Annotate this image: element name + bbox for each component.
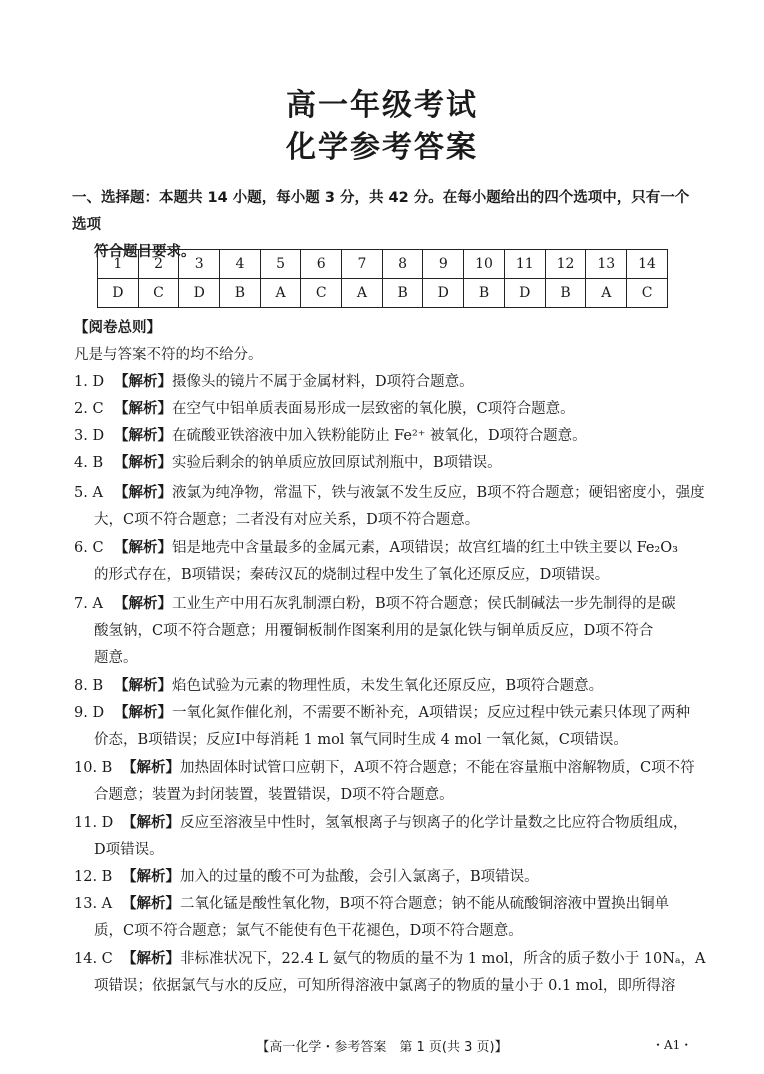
table-cell: A [342, 279, 383, 308]
grading-rule: 凡是与答案不符的均不给分。 [74, 347, 263, 363]
table-cell: D [179, 279, 220, 308]
table-cell: 12 [545, 250, 586, 279]
table-cell: 3 [179, 250, 220, 279]
analysis-tag: 【解析】 [122, 951, 180, 967]
explanation-item [74, 396, 699, 423]
question-number: 2. C [74, 401, 104, 417]
table-cell: D [423, 279, 464, 308]
table-cell: 9 [423, 250, 464, 279]
question-number: 12. B [74, 869, 113, 885]
table-cell: 7 [342, 250, 383, 279]
question-number: 5. A [74, 485, 103, 501]
answer-table-answer-row [98, 279, 668, 308]
explanation-text-continued: 大，C项不符合题意；二者没有对应关系，D项不符合题意。 [94, 512, 480, 528]
table-cell: 4 [220, 250, 261, 279]
explanation-text-continued: 项错误；依据氯气与水的反应，可知所得溶液中氯离子的物质的量小于 0.1 mol，即所得溶 [94, 978, 676, 994]
table-cell: D [504, 279, 545, 308]
explanation-item [74, 591, 699, 618]
explanation-text-continued: 的形式存在，B项错误；秦砖汉瓦的烧制过程中发生了氧化还原反应，D项错误。 [94, 567, 610, 583]
explanation-text-continued: 合题意；装置为封闭装置，装置错误，D项不符合题意。 [94, 787, 454, 803]
table-cell: C [301, 279, 342, 308]
analysis-tag: 【解析】 [114, 705, 172, 721]
page-footer: 【高一化学・参考答案 第 1 页(共 3 页)】 [256, 1040, 508, 1055]
explanation-item [74, 369, 699, 396]
table-cell: B [382, 279, 423, 308]
analysis-tag: 【解析】 [114, 428, 172, 444]
explanation-text-continued: 酸氢钠，C项不符合题意；用覆铜板制作图案利用的是氯化铁与铜单质反应，D项不符合 [94, 623, 654, 639]
analysis-tag: 【解析】 [114, 678, 172, 694]
explanation-text: 工业生产中用石灰乳制漂白粉，B项不符合题意；侯氏制碱法一步先制得的是碳 [172, 596, 676, 612]
explanation-text: 二氧化锰是酸性氧化物，B项不符合题意；钠不能从硫酸铜溶液中置换出铜单 [180, 896, 670, 912]
section-heading-line-2: 符合题目要求。 [94, 244, 196, 260]
explanation-item [74, 450, 699, 477]
table-cell: 13 [586, 250, 627, 279]
explanation-text: 液氯为纯净物，常温下，铁与液氯不发生反应，B项不符合题意；硬铝密度小，强度 [172, 485, 705, 501]
question-number: 8. B [74, 678, 104, 694]
explanation-text: 铝是地壳中含量最多的金属元素，A项错误；故宫红墙的红土中铁主要以 Fe₂O₃ [172, 540, 678, 556]
title-line-2: 化学参考答案 [286, 130, 478, 165]
explanation-text-continued: 价态，B项错误；反应Ⅰ中每消耗 1 mol 氧气同时生成 4 mol 一氧化氮，C项错误。 [94, 732, 628, 748]
analysis-tag: 【解析】 [114, 540, 172, 556]
explanation-item [74, 810, 699, 837]
table-cell: C [138, 279, 179, 308]
explanation-text-continued: D项错误。 [94, 842, 164, 858]
table-cell: 5 [260, 250, 301, 279]
table-cell: 1 [98, 250, 139, 279]
answer-table-number-row [98, 250, 668, 279]
explanation-text: 加热固体时试管口应朝下，A项不符合题意；不能在容量瓶中溶解物质，C项不符 [180, 760, 695, 776]
explanation-item [74, 891, 699, 918]
table-cell: 8 [382, 250, 423, 279]
table-cell: A [260, 279, 301, 308]
question-number: 6. C [74, 540, 104, 556]
explanation-text: 反应至溶液呈中性时，氢氧根离子与钡离子的化学计量数之比应符合物质组成， [180, 815, 688, 831]
table-cell: A [586, 279, 627, 308]
question-number: 1. D [74, 374, 105, 390]
analysis-tag: 【解析】 [114, 374, 172, 390]
analysis-tag: 【解析】 [122, 815, 180, 831]
question-number: 10. B [74, 760, 113, 776]
explanation-text: 加入的过量的酸不可为盐酸，会引入氯离子，B项错误。 [180, 869, 539, 885]
page-code: ・A1・ [652, 1038, 693, 1052]
question-number: 11. D [74, 815, 114, 831]
analysis-tag: 【解析】 [122, 869, 180, 885]
table-cell: D [98, 279, 139, 308]
analysis-tag: 【解析】 [114, 401, 172, 417]
question-number: 9. D [74, 705, 105, 721]
analysis-tag: 【解析】 [122, 760, 180, 776]
explanation-item [74, 700, 699, 727]
section-heading-line-1: 一、选择题：本题共 14 小题，每小题 3 分，共 42 分。在每小题给出的四个选项中，只有一个选项 [72, 190, 690, 233]
analysis-tag: 【解析】 [114, 485, 172, 501]
explanation-text: 摄像头的镜片不属于金属材料，D项符合题意。 [172, 374, 474, 390]
explanation-item [74, 864, 699, 891]
analysis-tag: 【解析】 [114, 596, 172, 612]
explanation-item [74, 755, 699, 782]
explanation-item [74, 423, 699, 450]
explanation-text: 实验后剩余的钠单质应放回原试剂瓶中，B项错误。 [172, 455, 502, 471]
table-cell: B [464, 279, 505, 308]
question-number: 14. C [74, 951, 113, 967]
table-cell: 6 [301, 250, 342, 279]
table-cell: 10 [464, 250, 505, 279]
question-number: 13. A [74, 896, 113, 912]
title-line-1: 高一年级考试 [286, 88, 478, 123]
analysis-tag: 【解析】 [114, 455, 172, 471]
analysis-tag: 【解析】 [122, 896, 180, 912]
explanation-text: 非标准状况下，22.4 L 氨气的物质的量不为 1 mol，所含的质子数小于 10Nₐ，A [180, 951, 706, 967]
explanation-text: 在硫酸亚铁溶液中加入铁粉能防止 Fe²⁺ 被氧化，D项符合题意。 [172, 428, 587, 444]
explanation-text-continued: 质，C项不符合题意；氯气不能使有色干花褪色，D项不符合题意。 [94, 923, 523, 939]
question-number: 3. D [74, 428, 105, 444]
question-number: 4. B [74, 455, 104, 471]
table-cell: 11 [504, 250, 545, 279]
table-cell: 2 [138, 250, 179, 279]
table-cell: C [627, 279, 668, 308]
explanation-item [74, 480, 705, 507]
explanation-text: 在空气中铝单质表面易形成一层致密的氧化膜，C项符合题意。 [172, 401, 575, 417]
table-cell: 14 [627, 250, 668, 279]
explanation-text: 焰色试验为元素的物理性质，未发生氧化还原反应，B项符合题意。 [172, 678, 604, 694]
grading-heading: 【阅卷总则】 [74, 320, 161, 336]
explanation-text-continued: 题意。 [94, 650, 138, 666]
question-number: 7. A [74, 596, 103, 612]
explanation-item [74, 535, 699, 562]
explanation-item [74, 673, 699, 700]
table-cell: B [220, 279, 261, 308]
table-cell: B [545, 279, 586, 308]
answer-table [97, 249, 668, 308]
explanation-item [74, 946, 706, 973]
explanation-text: 一氧化氮作催化剂，不需要不断补充，A项错误；反应过程中铁元素只体现了两种 [172, 705, 690, 721]
